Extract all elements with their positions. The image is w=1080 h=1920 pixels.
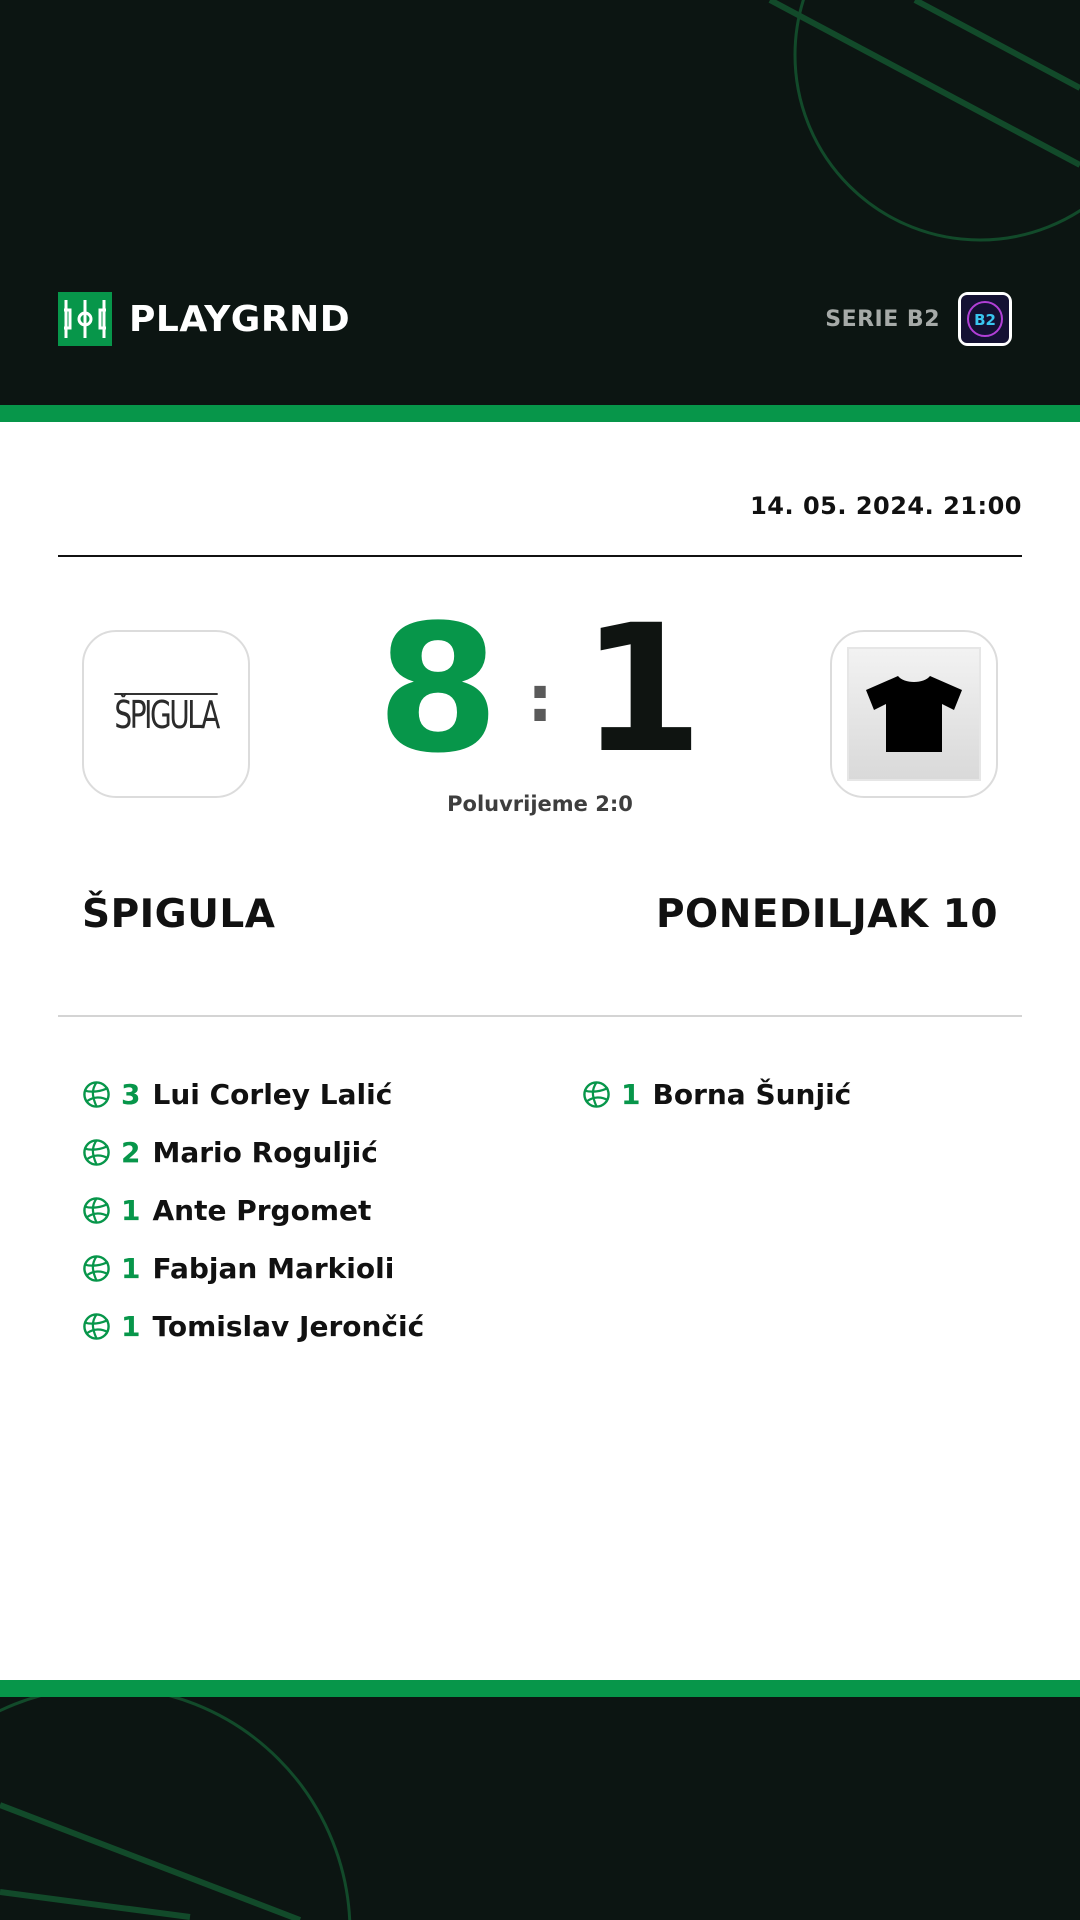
ball-icon <box>582 1080 611 1109</box>
goal-count: 1 <box>121 1309 141 1343</box>
divider <box>58 555 1022 557</box>
away-score: 1 <box>580 587 704 792</box>
footer-accent-bar <box>0 1680 1080 1697</box>
league-logo-text: B2 <box>974 311 996 329</box>
halftime-score: Poluvrijeme 2:0 <box>447 792 633 816</box>
away-team-name[interactable]: PONEDILJAK 10 <box>655 892 998 937</box>
pitch-lines-decoration <box>0 1697 1080 1920</box>
away-logo-frame <box>847 647 981 781</box>
scorer-row <box>82 1181 424 1239</box>
scorer-row <box>82 1239 424 1297</box>
ball-icon <box>82 1138 111 1167</box>
score-separator: : <box>527 663 553 737</box>
league-badge[interactable] <box>825 292 1012 346</box>
ball-icon <box>82 1254 111 1283</box>
player-name[interactable]: Lui Corley Lalić <box>152 1077 393 1111</box>
match-datetime: 14. 05. 2024. 21:00 <box>750 492 1022 520</box>
away-scorers-list <box>582 1065 851 1123</box>
pitch-icon <box>58 292 112 346</box>
goal-count: 3 <box>121 1077 141 1111</box>
home-team-logo[interactable] <box>82 630 250 798</box>
ball-icon <box>82 1080 111 1109</box>
player-name[interactable]: Borna Šunjić <box>652 1077 852 1111</box>
goal-count: 2 <box>121 1135 141 1169</box>
brand-name: PLAYGRND <box>129 298 351 340</box>
home-team-name[interactable]: ŠPIGULA <box>82 892 276 937</box>
home-logo-text: ŠPIGULA <box>114 693 218 737</box>
player-name[interactable]: Mario Roguljić <box>152 1135 378 1169</box>
away-team-logo[interactable] <box>830 630 998 798</box>
scoreboard <box>340 587 740 792</box>
goal-count: 1 <box>121 1251 141 1285</box>
shirt-icon <box>862 674 966 754</box>
ball-icon <box>82 1312 111 1341</box>
brand[interactable] <box>58 292 350 346</box>
scorer-row <box>82 1297 424 1355</box>
header-accent-bar <box>0 405 1080 422</box>
player-name[interactable]: Ante Prgomet <box>152 1193 372 1227</box>
home-score: 8 <box>376 587 500 792</box>
header <box>0 0 1080 405</box>
scorer-row <box>582 1065 851 1123</box>
player-name[interactable]: Fabjan Markioli <box>152 1251 395 1285</box>
league-name: SERIE B2 <box>825 306 940 332</box>
scorer-row <box>82 1065 424 1123</box>
ball-icon <box>82 1196 111 1225</box>
goal-count: 1 <box>621 1077 641 1111</box>
player-name[interactable]: Tomislav Jerončić <box>152 1309 425 1343</box>
league-logo <box>958 292 1012 346</box>
scorer-row <box>82 1123 424 1181</box>
home-scorers-list <box>82 1065 424 1355</box>
divider <box>58 1015 1022 1017</box>
footer <box>0 1697 1080 1920</box>
goal-count: 1 <box>121 1193 141 1227</box>
